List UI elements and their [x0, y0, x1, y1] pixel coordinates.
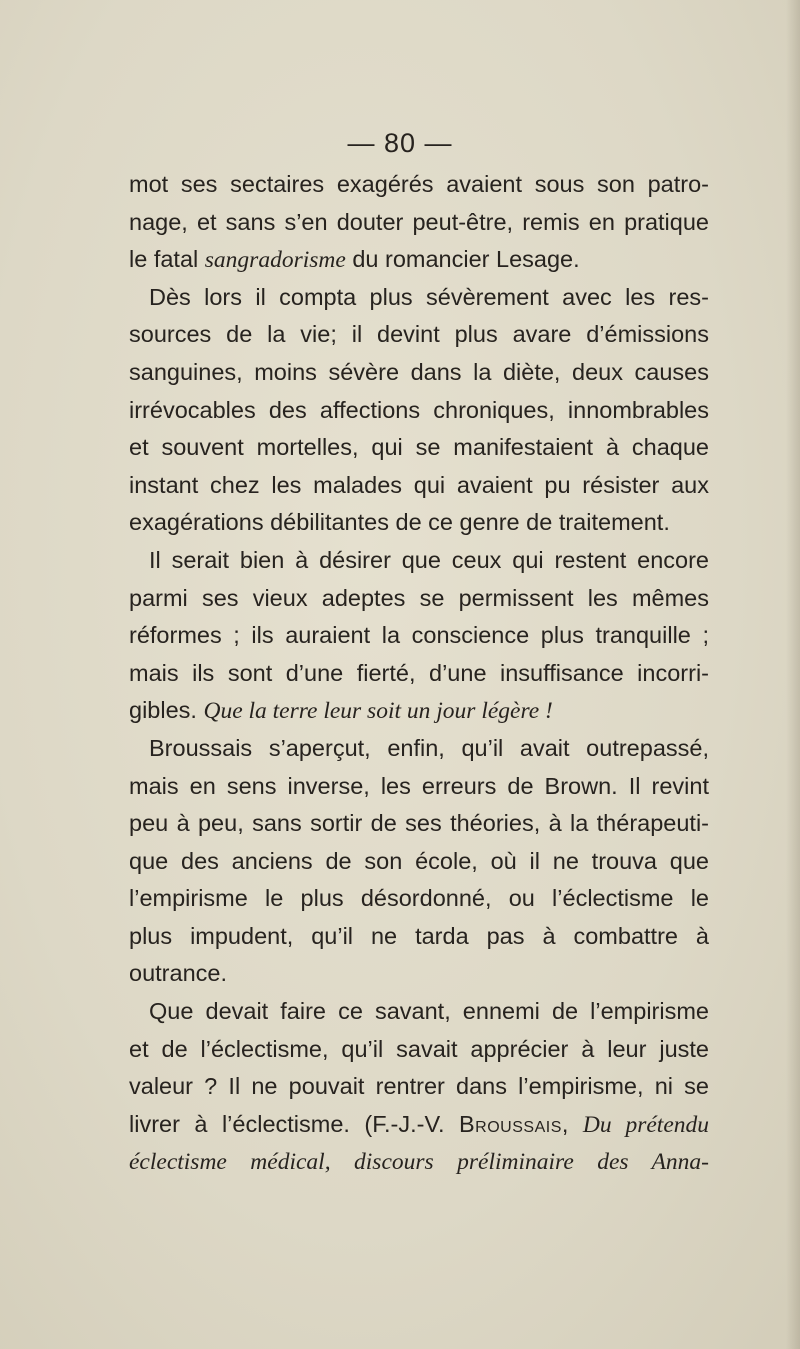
text-line: Que devait faire ce savant, ennemi de l’empirisme [149, 998, 709, 1025]
text-line: sources de la vie; il devint plus avare d’émissions [129, 321, 709, 348]
text-line: l’empirisme le plus désordonné, ou l’éclectisme le [129, 885, 709, 912]
page-number: — 80 — [347, 128, 453, 158]
text-line: valeur ? Il ne pouvait rentrer dans l’empirisme, ni se [129, 1073, 709, 1100]
italic-term: sangradorisme [204, 247, 346, 274]
text-line: et de l’éclectisme, qu’il savait apprécier à leur juste [129, 1035, 709, 1062]
text-line: irrévocables des affections chroniques, innombrables [129, 396, 709, 423]
text-line: mais en sens inverse, les erreurs de Brown. Il revint [129, 772, 709, 799]
text-line [129, 692, 709, 730]
text-line: nage, et sans s’en douter peut-être, remis en pratique [129, 208, 709, 235]
text-line: parmi ses vieux adeptes se permissent les mêmes [129, 584, 709, 611]
text-line: réformes ; ils auraient la conscience plus tranquille ; [129, 622, 709, 649]
text-line [129, 241, 709, 279]
author-name: Broussais [459, 1110, 562, 1137]
text-line [129, 1143, 709, 1181]
text-line: peu à peu, sans sortir de ses théories, à la thérapeuti- [129, 810, 709, 837]
text-line: Dès lors il compta plus sévèrement avec les res- [149, 283, 709, 310]
italic-title: Du prétendu [582, 1111, 709, 1138]
text-line [129, 1106, 709, 1144]
text-run: le fatal [129, 246, 205, 273]
text-line: outrance. [129, 960, 227, 987]
italic-quote: Que la terre leur soit un jour légère ! [203, 698, 553, 725]
text-line: mais ils sont d’une fierté, d’une insuffisance incorri- [129, 659, 709, 686]
text-line: que des anciens de son école, où il ne trouva que [129, 847, 709, 874]
page-edge-shadow [786, 0, 800, 1349]
text-line: exagérations débilitantes de ce genre de traitement. [129, 509, 670, 536]
text-line: plus impudent, qu’il ne tarda pas à combattre à [129, 922, 709, 949]
text-run: du romancier Lesage. [345, 246, 580, 273]
text-line: Broussais s’aperçut, enfin, qu’il avait outrepassé, [149, 734, 709, 761]
text-line: instant chez les malades qui avaient pu résister aux [129, 471, 709, 498]
body-text [129, 166, 709, 1181]
text-line: mot ses sectaires exagérés avaient sous son patro- [129, 171, 709, 197]
text-run: gibles. [129, 697, 204, 724]
text-run: livrer à l’éclectisme. (F.-J.-V. [129, 1110, 459, 1137]
text-run: , [561, 1110, 583, 1137]
text-line: sanguines, moins sévère dans la diète, deux causes [129, 358, 709, 385]
text-line: Il serait bien à désirer que ceux qui restent encore [149, 546, 709, 573]
italic-title: éclectisme médical, discours préliminaire des Anna- [129, 1149, 709, 1176]
text-line: et souvent mortelles, qui se manifestaient à chaque [129, 434, 709, 461]
